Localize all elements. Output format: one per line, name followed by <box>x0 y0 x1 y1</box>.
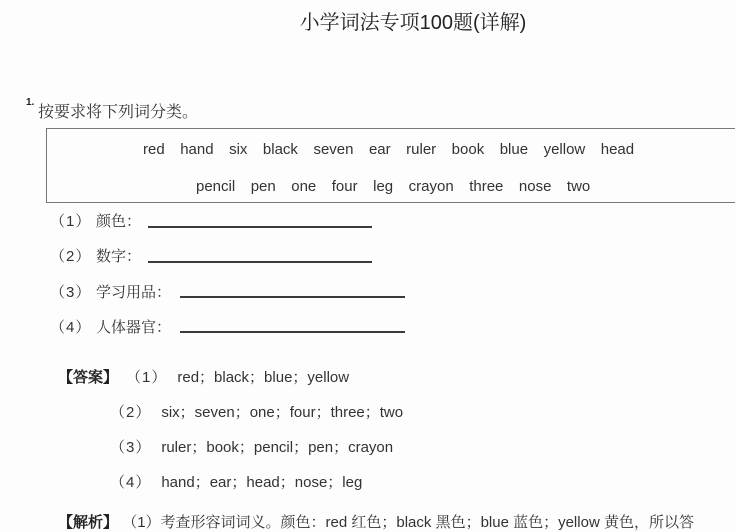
answer-line-1 <box>58 366 349 387</box>
word-item: black <box>262 141 298 158</box>
word-item: yellow <box>543 141 586 158</box>
answer-number: （1） <box>126 369 168 386</box>
answer-blank-1[interactable] <box>148 226 372 228</box>
word-item: one <box>291 178 317 195</box>
sub-question-4 <box>50 316 177 337</box>
word-item: three <box>469 178 504 195</box>
answer-line-3 <box>110 436 393 457</box>
answer-text: six；seven；one；four；three；two <box>161 404 404 421</box>
answer-line-4 <box>110 471 362 492</box>
answer-line-2 <box>110 401 403 422</box>
word-item: nose <box>518 178 552 195</box>
sub-question-label: 学习用品： <box>96 284 172 301</box>
word-item: leg <box>373 178 394 195</box>
answer-number: （2） <box>110 404 152 421</box>
question-number: 1. <box>26 97 35 108</box>
word-item: ear <box>368 141 391 158</box>
sub-question-label: 人体器官： <box>96 319 172 336</box>
word-item: six <box>229 141 248 158</box>
sub-question-label: 颜色： <box>96 213 142 230</box>
word-item: blue <box>499 141 529 158</box>
sub-question-label: 数字： <box>96 248 142 265</box>
answer-blank-3[interactable] <box>180 296 405 298</box>
sub-question-number: （4） <box>50 319 92 336</box>
sub-question-number: （3） <box>50 284 92 301</box>
sub-question-number: （1） <box>50 213 92 230</box>
word-bank-row-1 <box>143 141 650 158</box>
word-item: seven <box>313 141 354 158</box>
word-item: ruler <box>406 141 437 158</box>
word-item: red <box>143 141 165 158</box>
analysis-tag: 【解析】 <box>58 514 119 531</box>
sub-question-number: （2） <box>50 248 92 265</box>
word-item: pencil <box>196 178 236 195</box>
answer-blank-2[interactable] <box>148 261 372 263</box>
word-item: book <box>451 141 485 158</box>
analysis-text: （1）考查形容词词义。颜色：red 红色；black 黑色；blue 蓝色；yellow 黄色，所以答 <box>122 514 694 531</box>
answer-blank-4[interactable] <box>180 331 405 333</box>
sub-question-2 <box>50 245 147 266</box>
word-item: pen <box>250 178 276 195</box>
answer-text: hand；ear；head；nose；leg <box>161 474 363 491</box>
page-title: 小学词法专项100题(详解) <box>299 12 527 34</box>
word-item: two <box>566 178 591 195</box>
answer-text: ruler；book；pencil；pen；crayon <box>161 439 394 456</box>
answer-number: （3） <box>110 439 152 456</box>
word-item: four <box>331 178 358 195</box>
word-bank-row-2 <box>196 178 606 195</box>
answer-number: （4） <box>110 474 152 491</box>
sub-question-3 <box>50 281 177 302</box>
word-item: head <box>600 141 635 158</box>
word-item: crayon <box>408 178 454 195</box>
word-item: hand <box>180 141 214 158</box>
analysis-line <box>58 511 694 532</box>
question-prompt: 按要求将下列词分类。 <box>38 104 199 121</box>
sub-question-1 <box>50 210 147 231</box>
answer-tag: 【答案】 <box>58 369 119 386</box>
word-bank-box <box>46 128 735 203</box>
answer-text: red；black；blue；yellow <box>177 369 350 386</box>
